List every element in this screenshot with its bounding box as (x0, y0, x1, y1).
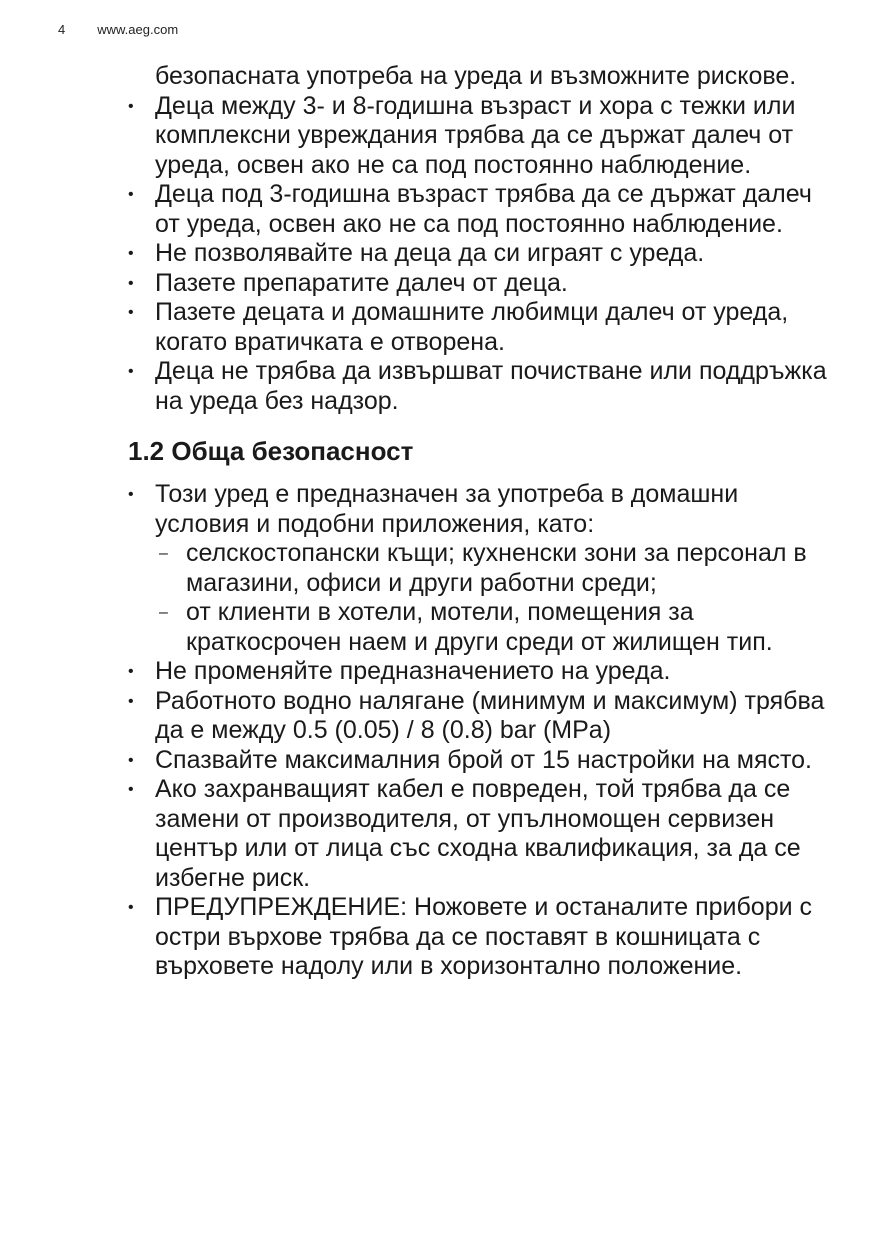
list-item: • Деца не трябва да извършват почистване или поддръжка на уреда без надзор. (128, 357, 828, 416)
list-item: • Деца между 3- и 8-годишна възраст и хора с тежки или комплексни увреждания трябва да се държат далеч от уреда, освен ако не са под постоянно наблюдение. (128, 92, 828, 181)
general-safety-list (128, 480, 828, 982)
list-item: • Не позволявайте на деца да си играят с уреда. (128, 239, 828, 269)
page-content (128, 62, 828, 982)
list-item (128, 480, 828, 657)
sub-list-item: – от клиенти в хотели, мотели, помещения за краткосрочен наем и други среди от жилищен тип. (155, 598, 828, 657)
sub-list-item: – селскостопански къщи; кухненски зони за персонал в магазини, офиси и други работни среди; (155, 539, 828, 598)
sub-list (155, 539, 828, 657)
list-item: • Работното водно налягане (минимум и максимум) трябва да е между 0.5 (0.05) / 8 (0.8) bar (MPa) (128, 687, 828, 746)
section-title: 1.2 Обща безопасност (128, 436, 414, 466)
list-item: • Ако захранващият кабел е повреден, той трябва да се замени от производителя, от упълномощен сервизен център или от лица със сходна квалификация, за да се избегне риск. (128, 775, 828, 893)
list-item: • ПРЕДУПРЕЖДЕНИЕ: Ножовете и останалите прибори с остри върхове трябва да се поставят в кошницата с върховете надолу или в хоризонтално положение. (128, 893, 828, 982)
list-item: • Спазвайте максималния брой от 15 настройки на място. (128, 746, 828, 776)
intro-continuation: безопасната употреба на уреда и възможните рискове. (155, 62, 797, 90)
list-item: • Не променяйте предназначението на уреда. (128, 657, 828, 687)
page-number: 4 (58, 22, 66, 37)
list-item: • Пазете препаратите далеч от деца. (128, 269, 828, 299)
child-safety-list (128, 92, 828, 417)
website-url: www.aeg.com (97, 22, 179, 37)
intended-use-text: • Този уред е предназначен за употреба в домашни условия и подобни приложения, като: (155, 480, 739, 538)
list-item: • Пазете децата и домашните любимци далеч от уреда, когато вратичката е отворена. (128, 298, 828, 357)
list-item: • Деца под 3-годишна възраст трябва да се държат далеч от уреда, освен ако не са под постоянно наблюдение. (128, 180, 828, 239)
page-header (58, 22, 178, 37)
